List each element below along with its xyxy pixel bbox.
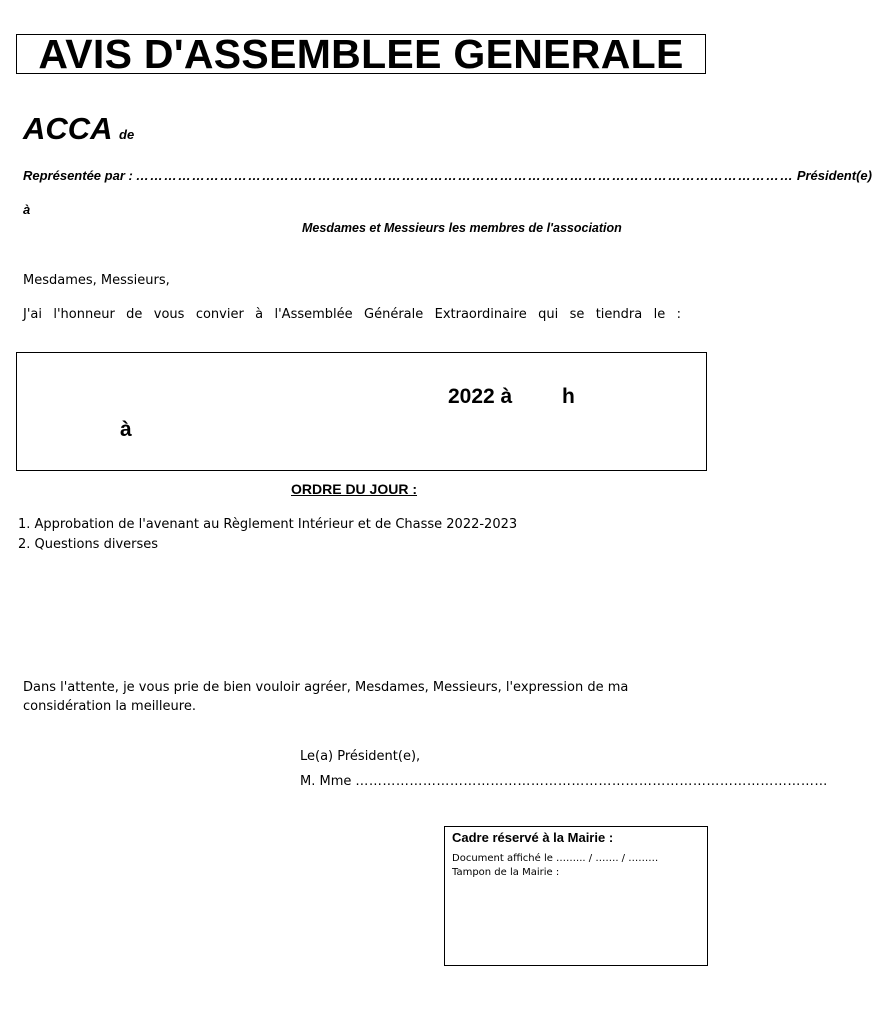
invitation-word: se (569, 307, 585, 322)
invitation-word: qui (538, 307, 559, 322)
invitation-word: tiendra (595, 307, 643, 322)
closing-text: Dans l'attente, je vous prie de bien vouloir agréer, Mesdames, Messieurs, l'expression de ma considération la meilleure. (23, 680, 629, 714)
invitation-word: l'honneur (53, 307, 115, 322)
signature-role: Le(a) Président(e), (300, 749, 421, 764)
meeting-place: à (120, 418, 132, 441)
meeting-date-box (16, 352, 707, 471)
org-name: ACCA (23, 111, 113, 146)
invitation-word: le (653, 307, 666, 322)
invitation-word: : (676, 307, 681, 322)
agenda-item: 2. Questions diverses (18, 537, 159, 552)
invitation-word: vous (153, 307, 185, 322)
mairie-stamp-label: Tampon de la Mairie : (452, 867, 560, 878)
invitation-word: Extraordinaire (434, 307, 527, 322)
represented-dots: …………………………………………………………………………………………………………………………… (135, 168, 794, 183)
agenda-title: ORDRE DU JOUR : (291, 481, 418, 497)
page-title: AVIS D'ASSEMBLEE GENERALE (38, 30, 684, 77)
represented-label: Représentée par : (23, 168, 133, 183)
signature-name-dots: …………………………………………………………………………………………… (355, 774, 828, 789)
to-label: à (23, 202, 31, 217)
invitation-word: Générale (364, 307, 424, 322)
agenda-list (18, 515, 517, 555)
represented-role: Président(e) (796, 168, 872, 183)
invitation-word: de (126, 307, 143, 322)
title-box (16, 30, 706, 77)
signature-name-label: M. Mme (300, 774, 352, 789)
meeting-year: 2022 à (448, 385, 513, 408)
recipients: Mesdames et Messieurs les membres de l'association (302, 221, 622, 235)
signature-name-line (300, 774, 828, 789)
represented-line (23, 168, 872, 183)
mairie-box (444, 826, 708, 966)
invitation-line (23, 307, 681, 322)
invitation-word: l'Assemblée (274, 307, 353, 322)
invitation-word: J'ai (23, 307, 42, 322)
mairie-posted-date: Document affiché le ……... / ……. / ……… (452, 853, 659, 864)
org-suffix: de (119, 127, 135, 142)
agenda-item: 1. Approbation de l'avenant au Règlement Intérieur et de Chasse 2022-2023 (18, 517, 518, 532)
meeting-hour: h (562, 385, 575, 408)
invitation-word: convier (195, 307, 244, 322)
mairie-title: Cadre réservé à la Mairie : (452, 830, 614, 845)
invitation-word: à (255, 307, 264, 322)
greeting: Mesdames, Messieurs, (23, 273, 170, 288)
